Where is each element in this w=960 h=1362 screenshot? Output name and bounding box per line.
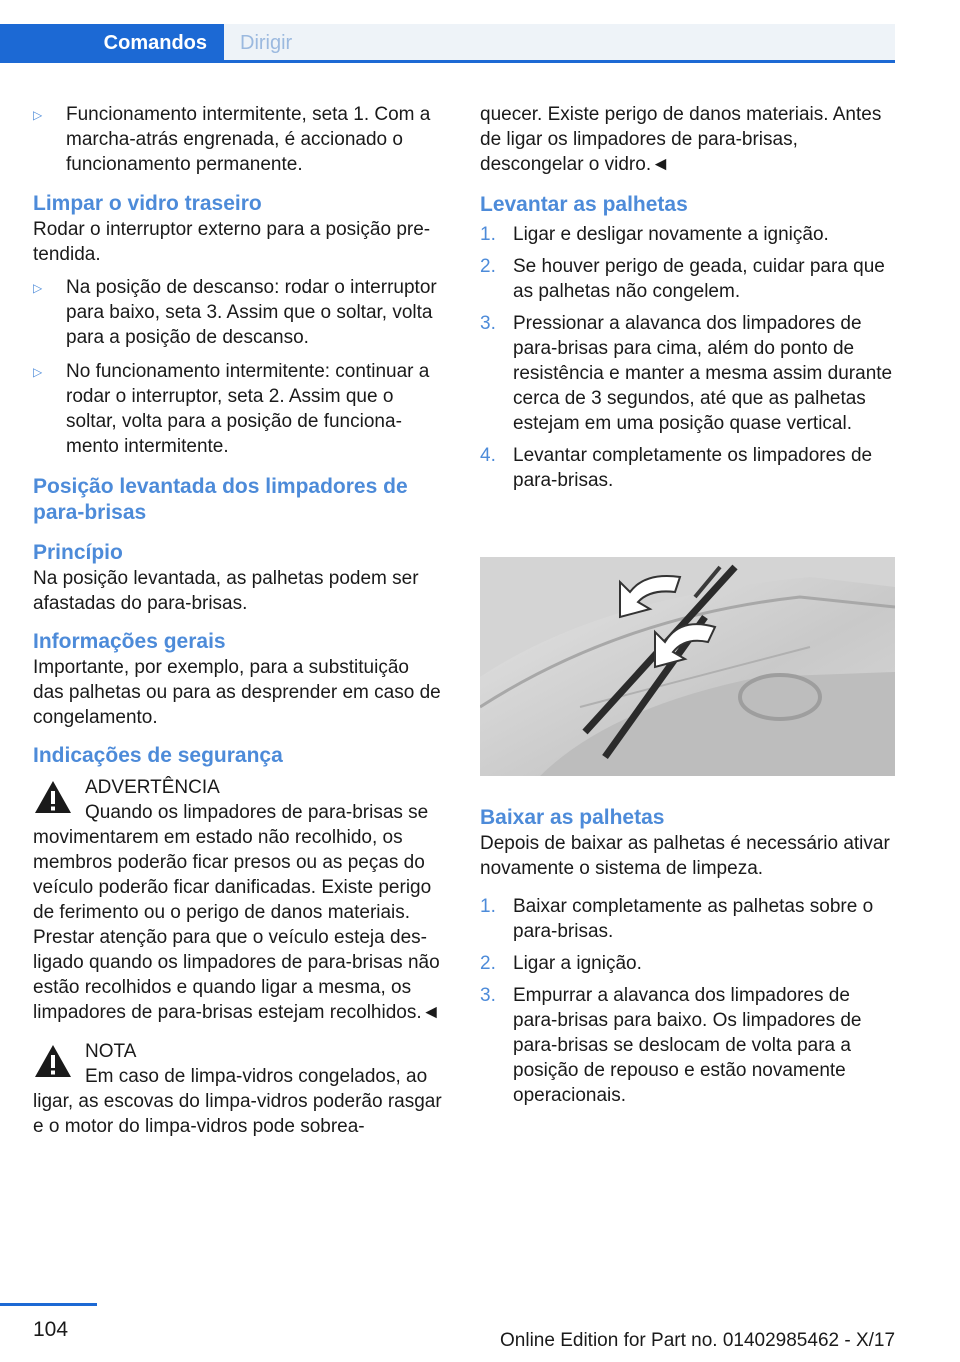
list-item: [33, 275, 443, 350]
step-number: 4.: [480, 445, 496, 466]
step-text: Levantar completamente os limpadores de para-brisas.: [513, 445, 873, 491]
subheading-lift-blades: Levantar as palhetas: [480, 193, 688, 216]
triangle-bullet-icon: ▷: [33, 281, 43, 295]
list-item: [33, 102, 443, 177]
step-text: Se houver perigo de geada, cuidar para que as palhetas não congelem.: [513, 256, 885, 302]
triangle-bullet-icon: ▷: [33, 365, 43, 379]
subheading-general-info: Informações gerais: [33, 630, 226, 653]
step-text: Baixar completamente as palhetas sobre o para-brisas.: [513, 896, 874, 942]
step-text: Empurrar a alavanca dos limpadores de para-brisas para baixo. Os limpadores de para-brisas se deslocam de volta para a posição de repouso e estão novamente operacionais.: [513, 985, 862, 1106]
warning-triangle-icon: [33, 779, 73, 815]
list-item: [480, 951, 896, 976]
list-item: [480, 254, 896, 304]
step-number: 1.: [480, 224, 496, 245]
right-column: [480, 102, 896, 493]
subheading-principle: Princípio: [33, 541, 123, 564]
paragraph: Depois de baixar as palhetas é necessário ativar novamente o sistema de limpeza.: [480, 833, 890, 879]
list-item: [33, 359, 443, 459]
subheading-safety: Indicações de segurança: [33, 744, 283, 767]
numbered-list-lower: [480, 894, 896, 1108]
paragraph: Importante, por exemplo, para a substituição das palhetas ou para as desprender em caso de congelamento.: [33, 657, 441, 728]
warning-triangle-icon: [33, 1043, 73, 1079]
header-divider: [0, 60, 895, 63]
tab-dirigir[interactable]: Dirigir: [224, 24, 895, 62]
list-item: [480, 443, 896, 493]
step-number: 2.: [480, 953, 496, 974]
right-column-lower: [480, 805, 896, 1108]
step-number: 1.: [480, 896, 496, 917]
section-heading-raised-position: Posição levantada dos limpadores de para-brisas: [33, 475, 408, 524]
step-text: Ligar e desligar novamente a ignição.: [513, 224, 829, 245]
footer-divider: [0, 1303, 97, 1306]
step-text: Ligar a ignição.: [513, 953, 642, 974]
wiper-raised-photo: [480, 557, 895, 776]
paragraph: Rodar o interruptor externo para a posição pretendida.: [33, 219, 431, 265]
note-label: NOTA: [85, 1041, 137, 1062]
note-block: [33, 1039, 443, 1089]
edition-footer: Online Edition for Part no. 01402985462 - X/17: [500, 1330, 896, 1351]
bullet-text: Funcionamento intermitente, seta 1. Com a marcha-atrás engrenada, é accionado o funcionamento permanente.: [66, 104, 431, 175]
bullet-text: Na posição de descanso: rodar o interruptor para baixo, seta 3. Assim que o soltar, volta para a posição de descanso.: [66, 277, 437, 348]
note-text: ligar, as escovas do limpa-vidros poderão rasgar e o motor do limpa-vidros pode sobrea-: [33, 1091, 442, 1137]
numbered-list-lift: [480, 222, 896, 493]
subheading-lower-blades: Baixar as palhetas: [480, 806, 665, 829]
list-item: [480, 311, 896, 436]
paragraph: Na posição levantada, as palhetas podem ser afastadas do para-brisas.: [33, 568, 419, 614]
tab-comandos[interactable]: Comandos: [0, 24, 224, 62]
paragraph: quecer. Existe perigo de danos materiais. Antes de ligar os limpadores de para-brisas, descongelar o vidro.◄: [480, 104, 882, 175]
list-item: [480, 983, 896, 1108]
page-number: 104: [33, 1318, 69, 1341]
warning-text-first-line: Quando os limpadores de para-brisas se: [85, 802, 429, 823]
step-number: 3.: [480, 313, 496, 334]
step-text: Pressionar a alavanca dos limpadores de para-brisas para cima, além do ponto de resistência e manter a mesma assim durante cerca de 3 segundos, até que as palhetas estejam em uma posição quase vertical.: [513, 313, 893, 434]
bullet-text: No funcionamento intermitente: continuar a rodar o interruptor, seta 2. Assim que o soltar, volta para a posição de funcionamento intermitente.: [66, 361, 430, 457]
section-heading-rear-window: Limpar o vidro traseiro: [33, 192, 262, 215]
triangle-bullet-icon: ▷: [33, 108, 43, 122]
step-number: 3.: [480, 985, 496, 1006]
note-text-first-line: Em caso de limpa-vidros congelados, ao: [85, 1066, 428, 1087]
list-item: [480, 222, 896, 247]
warning-block: [33, 775, 443, 825]
left-column: [33, 102, 443, 1139]
warning-label: ADVERTÊNCIA: [85, 777, 220, 798]
header-tabs: [0, 0, 895, 62]
step-number: 2.: [480, 256, 496, 277]
warning-text: movimentarem em estado não recolhido, os membros poderão ficar presos ou as peças do veículo poderão ficar danificadas. Existe perigo de ferimento ou o perigo de danos materiais. Prestar atenção para que o veículo esteja desligado quando os limpadores de para-brisas não estão recolhidos e quando ligar a mesma, os limpadores de para-brisas estejam recolhidos.◄: [33, 827, 441, 1023]
list-item: [480, 894, 896, 944]
